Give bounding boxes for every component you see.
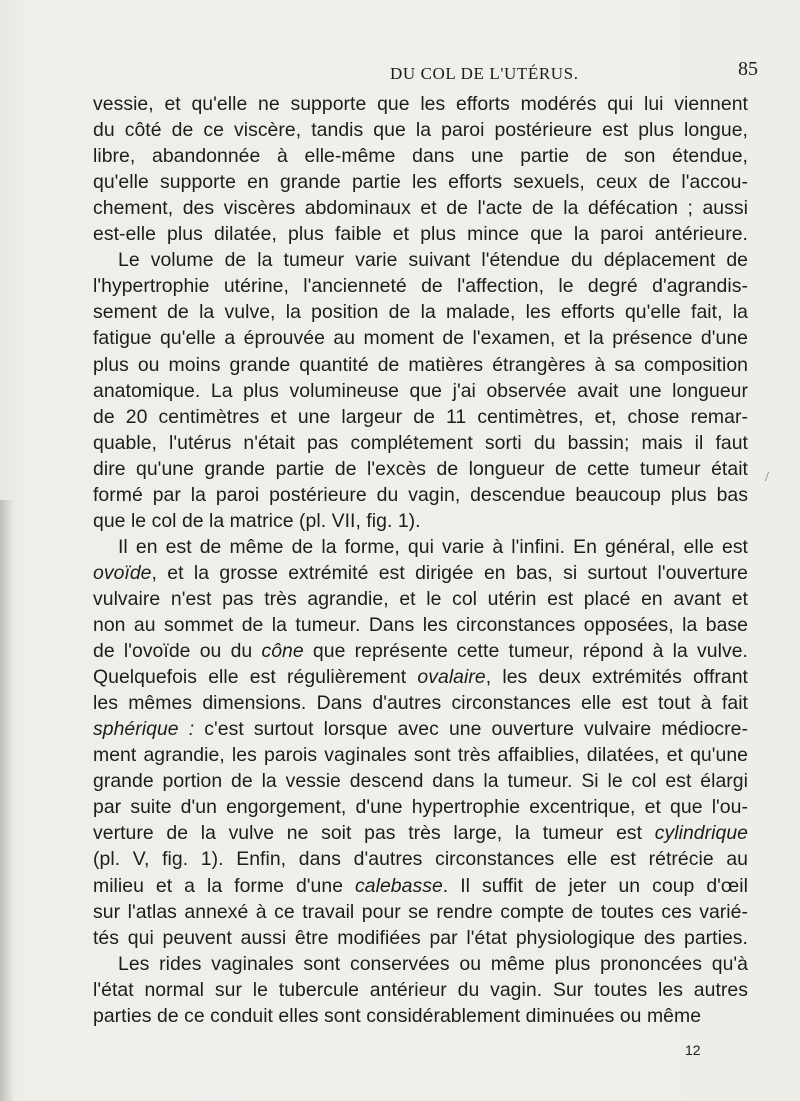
text-segment: c'est surtout lorsque avec une ouverture vulvaire médiocre- (194, 718, 748, 741)
text-line: de 20 centimètres et une largeur de 11 centimètres, et, chose remar- (93, 405, 748, 428)
text-segment: que représente cette tumeur, répond à la vulve. (303, 640, 748, 663)
text-line: libre, abandonnée à elle-même dans une partie de son étendue, (93, 145, 748, 168)
text-line: quable, l'utérus n'était pas complétement sorti du bassin; mais il faut (93, 431, 748, 454)
text-line: chement, des viscères abdominaux et de l'acte de la défécation ; aussi (93, 197, 748, 220)
text-line: par suite d'un engorgement, d'une hypertrophie excentrique, et que l'ou- (93, 796, 748, 819)
signature-mark: 12 (685, 1042, 701, 1058)
text-line (93, 820, 748, 846)
text-segment: , et la grosse extrémité est dirigée en bas, si surtout l'ouverture (151, 561, 748, 584)
text-line: est-elle plus dilatée, plus faible et plus mince que la paroi antérieure. (93, 223, 748, 246)
text-line: l'hypertrophie utérine, l'ancienneté de l'affection, le degré d'agrandis- (93, 275, 748, 298)
text-line: sur l'atlas annexé à ce travail pour se rendre compte de toutes ces varié- (93, 900, 748, 923)
text-line: tés qui peuvent aussi être modifiées par l'état physiologique des parties. (93, 926, 748, 949)
text-segment: , les deux extrémités offrant (485, 666, 748, 689)
text-line: du côté de ce viscère, tandis que la paroi postérieure est plus longue, (93, 119, 748, 142)
italic-term: cylindrique (654, 822, 748, 845)
text-line: ment agrandie, les parois vaginales sont très affaiblies, dilatées, et qu'une (93, 744, 748, 767)
text-line: plus ou moins grande quantité de matières étrangères à sa composition (93, 353, 748, 376)
text-line: vulvaire n'est pas très agrandie, et le col utérin est placé en avant et (93, 587, 748, 610)
text-line: dire qu'une grande partie de l'excès de longueur de cette tumeur était (93, 457, 748, 480)
text-line (93, 638, 748, 664)
text-line: que le col de la matrice (pl. VII, fig. 1). (93, 509, 421, 532)
page-number: 85 (738, 58, 758, 80)
text-segment: . Il suffit de jeter un coup d'œil (442, 874, 748, 897)
italic-term: ovalaire (417, 666, 486, 689)
text-line: Il en est de même de la forme, qui varie à l'infini. En général, elle est (118, 535, 748, 558)
text-segment: verture de la vulve ne soit pas très large, la tumeur est (93, 822, 655, 845)
running-head: DU COL DE L'UTÉRUS. (390, 64, 579, 83)
margin-mark: / (765, 470, 769, 485)
text-line: l'état normal sur le tubercule antérieur du vagin. Sur toutes les autres (93, 978, 748, 1001)
italic-term: cône (261, 640, 304, 663)
page-header (0, 58, 800, 88)
text-line: parties de ce conduit elles sont considérablement diminuées ou même (93, 1004, 702, 1027)
text-line (93, 873, 748, 899)
text-line: les mêmes dimensions. Dans d'autres circonstances elle est tout à fait (93, 692, 748, 715)
text-line: (pl. V, fig. 1). Enfin, dans d'autres circonstances elle est rétrécie au (93, 848, 748, 871)
italic-term: calebasse (355, 874, 443, 897)
text-line (93, 664, 748, 690)
text-line (93, 716, 748, 742)
text-line: formé par la paroi postérieure du vagin, descendue beaucoup plus bas (93, 483, 748, 506)
text-segment: milieu et a la forme d'une (93, 874, 356, 897)
text-line: vessie, et qu'elle ne supporte que les efforts modérés qui lui viennent (93, 93, 748, 115)
text-line: qu'elle supporte en grande partie les efforts sexuels, ceux de l'accou- (93, 171, 748, 194)
text-line: Les rides vaginales sont conservées ou même plus prononcées qu'à (118, 952, 748, 975)
italic-term: sphérique : (93, 718, 195, 741)
text-line (93, 560, 748, 586)
binding-shadow (0, 500, 14, 1101)
text-line: sement de la vulve, la position de la malade, les efforts qu'elle fait, la (93, 301, 748, 324)
text-line: non au sommet de la tumeur. Dans les circonstances opposées, la base (93, 614, 748, 636)
text-line: grande portion de la vessie descend dans la tumeur. Si le col est élargi (93, 770, 748, 793)
text-line: fatigue qu'elle a éprouvée au moment de l'examen, et la présence d'une (93, 327, 748, 350)
text-segment: Quelquefois elle est régulièrement (93, 666, 418, 689)
text-line: anatomique. La plus volumineuse que j'ai observée avait une longueur (93, 379, 748, 402)
text-segment: de l'ovoïde ou du (93, 640, 262, 663)
italic-term: ovoïde (93, 561, 152, 584)
text-line: Le volume de la tumeur varie suivant l'étendue du déplacement de (118, 249, 748, 272)
